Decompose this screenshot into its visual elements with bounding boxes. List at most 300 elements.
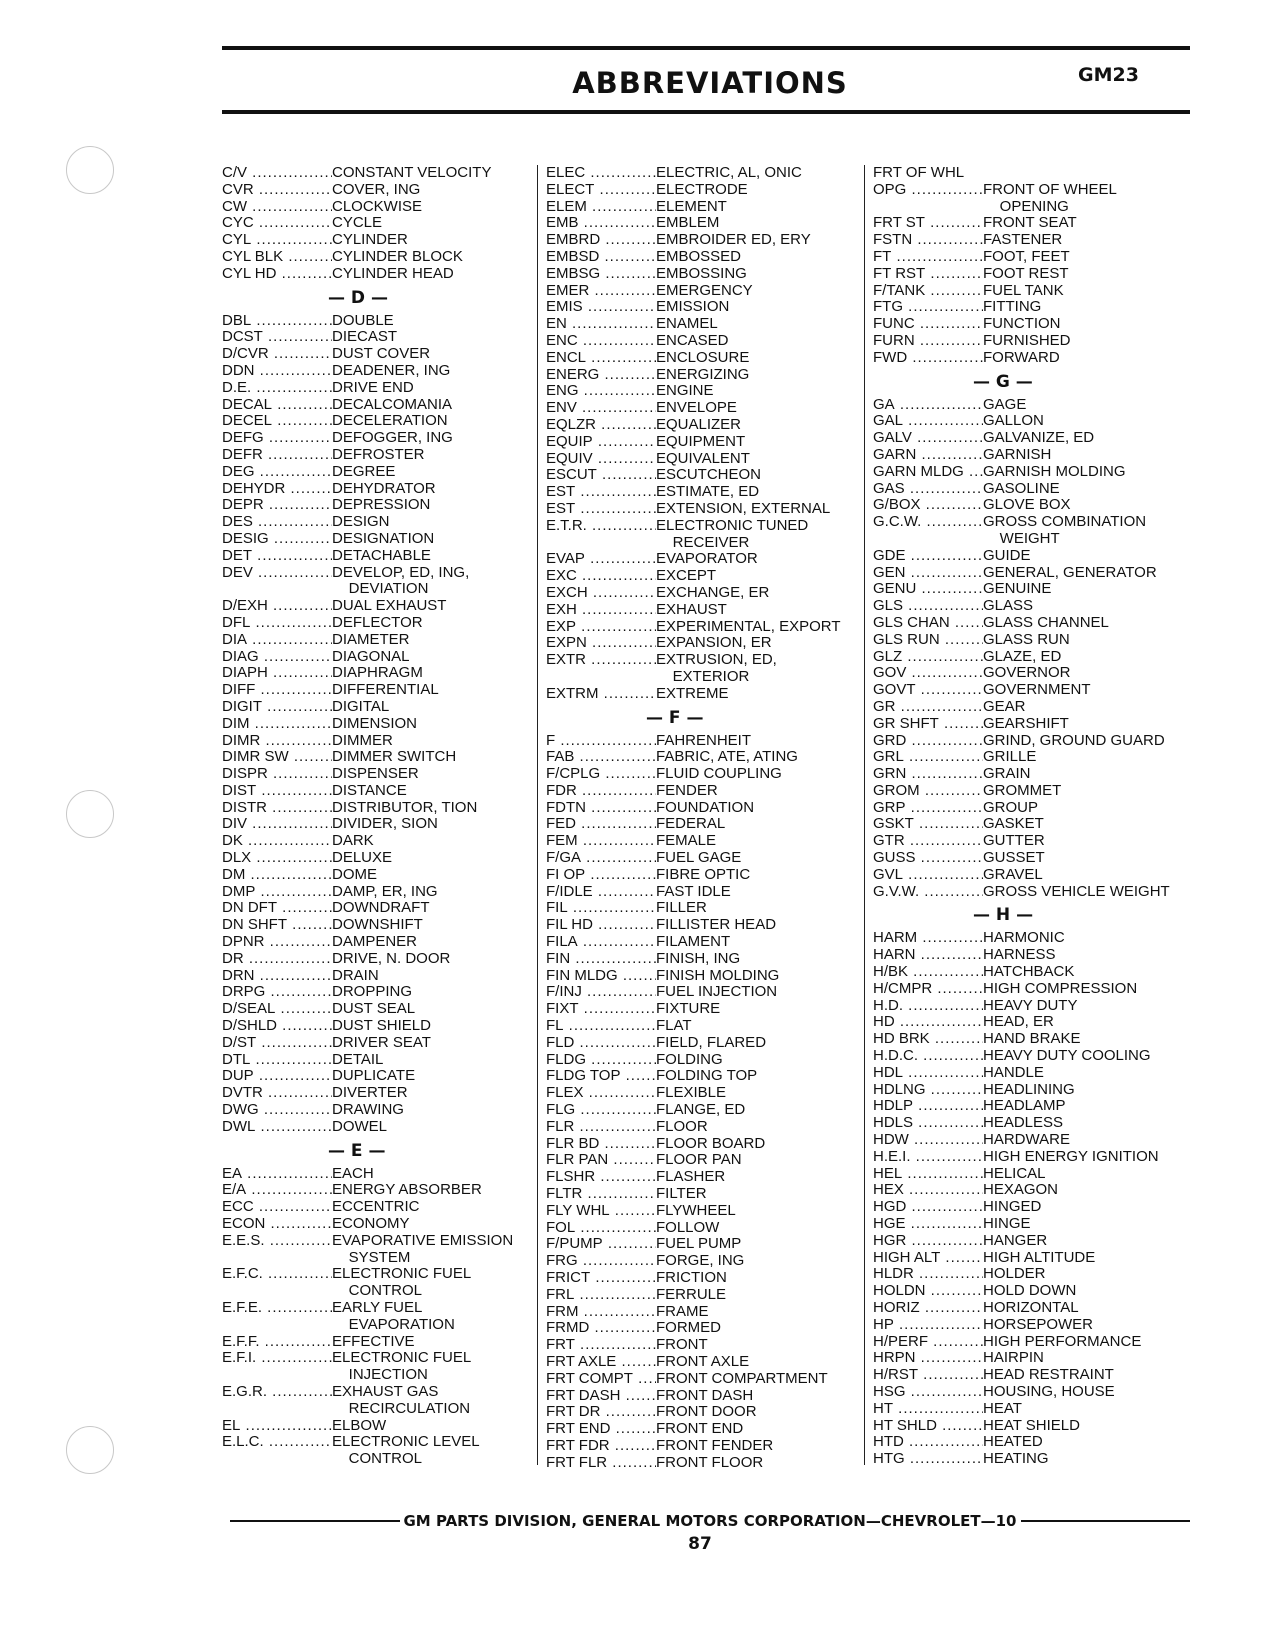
abbreviation: E.F.E. .....	[222, 1300, 332, 1317]
definition: EMBROIDER ED, ERY	[656, 231, 811, 249]
abbreviation: DIV .....	[222, 816, 332, 833]
definition: DISTRIBUTOR, TION	[332, 798, 478, 816]
abbreviation-entry	[222, 215, 522, 232]
abbreviation-entry	[222, 1250, 522, 1267]
abbreviation-entry	[222, 766, 522, 783]
abbreviation-entry	[222, 968, 522, 985]
abbreviation: EA .....	[222, 1166, 332, 1183]
abbreviation: DES .....	[222, 514, 332, 531]
abbreviation: EMBRD .....	[546, 232, 656, 249]
abbreviation: FI OP .....	[546, 867, 656, 884]
abbreviation: CVR .....	[222, 182, 332, 199]
abbreviation-entry	[873, 649, 1193, 666]
abbreviation-entry	[222, 581, 522, 598]
abbreviation	[222, 581, 332, 598]
abbreviation: DR .....	[222, 951, 332, 968]
abbreviation: ECC .....	[222, 1199, 332, 1216]
abbreviation: F .....	[546, 733, 656, 750]
abbreviation-entry	[546, 602, 866, 619]
abbreviation-entry	[873, 1065, 1193, 1082]
abbreviation-entry	[222, 632, 522, 649]
abbreviation: FRT DASH .....	[546, 1388, 656, 1405]
abbreviation: GR SHFT .....	[873, 716, 983, 733]
abbreviation: FRG .....	[546, 1253, 656, 1270]
footer-rule-left	[230, 1520, 400, 1522]
definition: HIGH PERFORMANCE	[983, 1332, 1142, 1350]
abbreviation-entry	[222, 1418, 522, 1435]
definition: FURNISHED	[983, 331, 1071, 349]
abbreviation: HGR .....	[873, 1233, 983, 1250]
definition: FRONT OF WHEEL	[983, 180, 1117, 198]
definition: GUIDE	[983, 546, 1031, 564]
abbreviation: G/BOX .....	[873, 497, 983, 514]
abbreviation: FLDG TOP .....	[546, 1068, 656, 1085]
abbreviation: HGE .....	[873, 1216, 983, 1233]
definition: FUNCTION	[983, 315, 1061, 333]
abbreviation-entry	[873, 1300, 1193, 1317]
abbreviation: GR .....	[873, 699, 983, 716]
abbreviation-entry	[546, 1018, 866, 1035]
abbreviation-entry	[546, 165, 866, 182]
definition: DIFFERENTIAL	[332, 681, 439, 699]
definition: DOWNDRAFT	[332, 899, 430, 917]
page-number: 87	[688, 1534, 712, 1554]
definition: HEADLINING	[983, 1080, 1075, 1098]
definition: FAHRENHEIT	[656, 731, 752, 749]
abbreviation-entry	[222, 934, 522, 951]
abbreviation-entry	[546, 1320, 866, 1337]
abbreviation-entry	[546, 1203, 866, 1220]
abbreviation-entry	[546, 451, 866, 468]
abbreviation: E.E.S. .....	[222, 1233, 332, 1250]
definition: FERRULE	[656, 1285, 727, 1303]
abbreviation-entry	[222, 783, 522, 800]
abbreviation	[873, 531, 983, 548]
abbreviation-entry	[873, 930, 1193, 947]
abbreviation: FLR BD .....	[546, 1136, 656, 1153]
definition: DUST SHIELD	[332, 1017, 431, 1035]
abbreviation-entry	[546, 467, 866, 484]
definition: ENCASED	[656, 331, 729, 349]
abbreviation: HGD .....	[873, 1199, 983, 1216]
abbreviation-entry	[222, 1367, 522, 1384]
definition: FOLDING	[656, 1050, 723, 1068]
abbreviation-entry	[873, 598, 1193, 615]
abbreviation-entry	[873, 316, 1193, 333]
definition: CYLINDER BLOCK	[332, 247, 463, 265]
definition: EXHAUST	[656, 600, 727, 618]
abbreviation-entry	[873, 615, 1193, 632]
abbreviation: HARN .....	[873, 947, 983, 964]
abbreviation: OPG .....	[873, 182, 983, 199]
abbreviation: F/TANK .....	[873, 283, 983, 300]
abbreviation-entry	[873, 333, 1193, 350]
definition: DOME	[332, 865, 377, 883]
abbreviation: DECEL .....	[222, 413, 332, 430]
definition: ELECTRODE	[656, 180, 748, 198]
definition: INJECTION	[332, 1366, 428, 1384]
abbreviation-entry	[873, 665, 1193, 682]
abbreviation: FIL HD .....	[546, 917, 656, 934]
abbreviation-entry	[546, 266, 866, 283]
definition: FIBRE OPTIC	[656, 865, 751, 883]
abbreviation: GLS .....	[873, 598, 983, 615]
section-letter-heading: — E —	[328, 1140, 386, 1161]
abbreviation-entry	[222, 447, 522, 464]
abbreviation: DIA .....	[222, 632, 332, 649]
abbreviation-entry	[873, 884, 1193, 901]
abbreviation: H.D.C. .....	[873, 1048, 983, 1065]
abbreviation: GLZ .....	[873, 649, 983, 666]
definition: FLOOR BOARD	[656, 1134, 766, 1152]
abbreviation-entry	[873, 1014, 1193, 1031]
abbreviation: H/RST .....	[873, 1367, 983, 1384]
abbreviation-entry	[546, 652, 866, 669]
binder-hole-top	[66, 146, 114, 194]
abbreviation: FRM .....	[546, 1304, 656, 1321]
definition: DIAMETER	[332, 630, 410, 648]
abbreviation: GRL .....	[873, 749, 983, 766]
definition: GALLON	[983, 412, 1044, 430]
abbreviation-entry	[222, 1283, 522, 1300]
definition: FOLDING TOP	[656, 1067, 758, 1085]
abbreviation-entry	[222, 1334, 522, 1351]
definition: DEGREE	[332, 462, 396, 480]
definition: SYSTEM	[332, 1248, 411, 1266]
abbreviation-entry	[222, 1350, 522, 1367]
definition: ENGINE	[656, 382, 714, 400]
abbreviation: EST .....	[546, 484, 656, 501]
abbreviation-entry	[546, 1354, 866, 1371]
abbreviation: F/IDLE .....	[546, 884, 656, 901]
abbreviation: D/EXH .....	[222, 598, 332, 615]
abbreviation-entry	[546, 968, 866, 985]
abbreviation: EMBSD .....	[546, 249, 656, 266]
abbreviation-entry	[222, 649, 522, 666]
abbreviation-entry	[546, 215, 866, 232]
abbreviation-entry	[222, 1035, 522, 1052]
abbreviation-entry	[222, 199, 522, 216]
abbreviation: E.F.C. .....	[222, 1266, 332, 1283]
abbreviation-entry	[222, 733, 522, 750]
abbreviation: ELEC .....	[546, 165, 656, 182]
abbreviation: DMP .....	[222, 884, 332, 901]
definition: GLASS RUN	[983, 630, 1070, 648]
abbreviation-entry	[873, 716, 1193, 733]
abbreviation-entry	[873, 1216, 1193, 1233]
definition: HEAVY DUTY	[983, 996, 1078, 1014]
abbreviation-entry	[873, 998, 1193, 1015]
definition: GLAZE, ED	[983, 647, 1062, 665]
definition: HEAT	[983, 1399, 1022, 1417]
abbreviation: FUNC .....	[873, 316, 983, 333]
definition: ESCUTCHEON	[656, 466, 762, 484]
abbreviation-entry	[546, 1337, 866, 1354]
abbreviation: E/A .....	[222, 1182, 332, 1199]
definition: HANDLE	[983, 1063, 1044, 1081]
definition: HAND BRAKE	[983, 1030, 1081, 1048]
definition: FORWARD	[983, 348, 1060, 366]
abbreviation: H/BK .....	[873, 964, 983, 981]
abbreviation: FDR .....	[546, 783, 656, 800]
abbreviation: EXH .....	[546, 602, 656, 619]
abbreviation-entry	[222, 699, 522, 716]
abbreviation-entry	[873, 749, 1193, 766]
definition: DARK	[332, 832, 374, 850]
abbreviation-entry	[546, 833, 866, 850]
abbreviation: DWG .....	[222, 1102, 332, 1119]
definition: COVER, ING	[332, 180, 421, 198]
abbreviation-entry	[873, 733, 1193, 750]
definition: GLASS CHANNEL	[983, 613, 1109, 631]
abbreviation-entry	[546, 917, 866, 934]
abbreviation: GAS .....	[873, 481, 983, 498]
abbreviation: DFL .....	[222, 615, 332, 632]
definition: HARDWARE	[983, 1131, 1070, 1149]
definition: HEAT SHIELD	[983, 1416, 1080, 1434]
definition: GRAVEL	[983, 865, 1043, 883]
definition: EXCEPT	[656, 567, 717, 585]
abbreviation-entry	[546, 383, 866, 400]
definition: CYLINDER	[332, 231, 408, 249]
abbreviation: DEG .....	[222, 464, 332, 481]
abbreviation: D/CVR .....	[222, 346, 332, 363]
page-title: ABBREVIATIONS	[572, 66, 848, 100]
definition: FRONT DASH	[656, 1386, 754, 1404]
definition: FOOT REST	[983, 264, 1069, 282]
definition: EACH	[332, 1164, 374, 1182]
definition: DIVIDER, SION	[332, 815, 438, 833]
abbreviation-entry	[546, 816, 866, 833]
abbreviation-entry	[546, 1152, 866, 1169]
abbreviation: DPNR .....	[222, 934, 332, 951]
definition: DIMENSION	[332, 714, 418, 732]
abbreviation-entry	[222, 266, 522, 283]
definition: DEVELOP, ED, ING,	[332, 563, 470, 581]
abbreviation: EMER .....	[546, 283, 656, 300]
definition: DAMPENER	[332, 933, 418, 951]
abbreviation-entry	[873, 182, 1193, 199]
abbreviation-entry	[546, 1068, 866, 1085]
abbreviation: DM .....	[222, 867, 332, 884]
abbreviation-entry	[873, 947, 1193, 964]
definition: HATCHBACK	[983, 963, 1075, 981]
abbreviation: FL .....	[546, 1018, 656, 1035]
abbreviation: FRT FDR .....	[546, 1438, 656, 1455]
definition: HARMONIC	[983, 929, 1065, 947]
abbreviation-entry	[222, 548, 522, 565]
definition: HOLDER	[983, 1265, 1046, 1283]
abbreviation-entry	[873, 833, 1193, 850]
definition: FILAMENT	[656, 933, 731, 951]
abbreviation-entry	[546, 686, 866, 703]
abbreviation-entry	[873, 1166, 1193, 1183]
abbreviation: FLR .....	[546, 1119, 656, 1136]
definition: DEFROSTER	[332, 445, 425, 463]
abbreviation: ELECT .....	[546, 182, 656, 199]
header-bottom-rule	[222, 110, 1190, 114]
definition: EVAPORATIVE EMISSION	[332, 1231, 514, 1249]
abbreviation: GUSS .....	[873, 850, 983, 867]
abbreviation: DCST .....	[222, 329, 332, 346]
abbreviation-entry	[222, 1119, 522, 1136]
abbreviation-entry	[873, 514, 1193, 531]
definition: FRAME	[656, 1302, 709, 1320]
abbreviation-entry	[546, 635, 866, 652]
definition: DIGITAL	[332, 697, 390, 715]
definition: HEATED	[983, 1433, 1043, 1451]
abbreviation-entry	[546, 1119, 866, 1136]
abbreviation-entry	[546, 850, 866, 867]
abbreviation-entry	[546, 283, 866, 300]
abbreviation: GRD .....	[873, 733, 983, 750]
column-divider-1	[537, 165, 538, 1465]
definition: FILLISTER HEAD	[656, 916, 777, 934]
abbreviation	[546, 669, 656, 686]
abbreviation-entry	[873, 1418, 1193, 1435]
abbreviation-entry	[546, 984, 866, 1001]
abbreviation-entry	[546, 951, 866, 968]
abbreviation: EQUIV .....	[546, 451, 656, 468]
abbreviation: E.T.R. .....	[546, 518, 656, 535]
abbreviation-entry	[873, 581, 1193, 598]
definition: GOVERNOR	[983, 664, 1071, 682]
abbreviation-entry	[873, 1199, 1193, 1216]
abbreviation	[222, 1451, 332, 1468]
abbreviation: EMBSG .....	[546, 266, 656, 283]
definition: FORMED	[656, 1319, 721, 1337]
definition: DIECAST	[332, 328, 398, 346]
definition: RECEIVER	[656, 533, 750, 551]
abbreviation: D/SEAL .....	[222, 1001, 332, 1018]
abbreviation-entry	[873, 632, 1193, 649]
abbreviation: DEHYDR .....	[222, 481, 332, 498]
definition: DROPPING	[332, 983, 413, 1001]
abbreviation-entry	[873, 1149, 1193, 1166]
abbreviation: EXTRM .....	[546, 686, 656, 703]
definition: GEAR	[983, 697, 1026, 715]
definition: ENCLOSURE	[656, 348, 750, 366]
abbreviation-entry	[546, 669, 866, 686]
abbreviation	[222, 1250, 332, 1267]
abbreviation-entry	[546, 585, 866, 602]
definition: DEHYDRATOR	[332, 479, 436, 497]
definition: HELICAL	[983, 1164, 1046, 1182]
abbreviation-entry	[222, 682, 522, 699]
definition: FUEL INJECTION	[656, 983, 778, 1001]
abbreviation-entry	[546, 501, 866, 518]
abbreviation-entry	[873, 1182, 1193, 1199]
abbreviation-entry	[546, 619, 866, 636]
abbreviation-entry	[873, 699, 1193, 716]
abbreviation: C/V .....	[222, 165, 332, 182]
definition: FINISH, ING	[656, 949, 741, 967]
definition: RECIRCULATION	[332, 1399, 471, 1417]
definition: CONTROL	[332, 1450, 423, 1468]
abbreviation-entry	[873, 1132, 1193, 1149]
abbreviation: DUP .....	[222, 1068, 332, 1085]
definition: FEMALE	[656, 832, 717, 850]
definition: EXTRUSION, ED,	[656, 651, 777, 669]
definition: ECONOMY	[332, 1215, 410, 1233]
abbreviation-entry	[546, 733, 866, 750]
abbreviation: DIST .....	[222, 783, 332, 800]
abbreviation: FT .....	[873, 249, 983, 266]
abbreviation-entry	[546, 434, 866, 451]
definition: GROUP	[983, 798, 1039, 816]
definition: EVAPORATOR	[656, 550, 758, 568]
abbreviation-entry	[222, 380, 522, 397]
abbreviation-entry	[873, 464, 1193, 481]
abbreviation: DIAPH .....	[222, 665, 332, 682]
abbreviation: GAL .....	[873, 413, 983, 430]
abbreviation: DEFR .....	[222, 447, 332, 464]
abbreviation: DN DFT .....	[222, 900, 332, 917]
abbreviation: GOV .....	[873, 665, 983, 682]
abbreviation-entry	[546, 350, 866, 367]
abbreviation-entry	[546, 333, 866, 350]
abbreviation-entry	[873, 1334, 1193, 1351]
abbreviation-entry	[873, 1031, 1193, 1048]
abbreviation: DRPG .....	[222, 984, 332, 1001]
definition: GUTTER	[983, 832, 1045, 850]
abbreviation	[546, 535, 656, 552]
definition: GAGE	[983, 395, 1027, 413]
abbreviation-entry	[873, 430, 1193, 447]
abbreviation: FLD .....	[546, 1035, 656, 1052]
abbreviation-entry	[546, 1102, 866, 1119]
abbreviation-entry	[546, 1270, 866, 1287]
definition: EMERGENCY	[656, 281, 753, 299]
abbreviation: CYC .....	[222, 215, 332, 232]
abbreviation: FLTR .....	[546, 1186, 656, 1203]
definition: HEATING	[983, 1450, 1049, 1468]
abbreviation: HORIZ .....	[873, 1300, 983, 1317]
abbreviation-entry	[222, 1085, 522, 1102]
abbreviation-entry	[546, 1085, 866, 1102]
definition: FOLLOW	[656, 1218, 720, 1236]
abbreviation-entry	[546, 568, 866, 585]
abbreviation-entry	[873, 867, 1193, 884]
definition: GUSSET	[983, 849, 1045, 867]
abbreviation-entry	[546, 1169, 866, 1186]
abbreviation: GOVT .....	[873, 682, 983, 699]
definition: DEFOGGER, ING	[332, 429, 453, 447]
definition: DUST SEAL	[332, 1000, 416, 1018]
abbreviation-entry	[222, 514, 522, 531]
definition: GLASS	[983, 597, 1034, 615]
definition: GRILLE	[983, 748, 1037, 766]
abbreviation-entry	[222, 413, 522, 430]
definition: FRONT FENDER	[656, 1436, 774, 1454]
definition: DRAIN	[332, 966, 379, 984]
definition: HORIZONTAL	[983, 1299, 1079, 1316]
definition: FLOOR	[656, 1117, 708, 1135]
abbreviation: EQUIP .....	[546, 434, 656, 451]
abbreviation: D/SHLD .....	[222, 1018, 332, 1035]
definition: CLOCKWISE	[332, 197, 423, 215]
definition: EMISSION	[656, 298, 730, 316]
header-top-rule	[222, 46, 1190, 50]
definition: FIXTURE	[656, 1000, 721, 1018]
abbreviation-entry	[546, 1253, 866, 1270]
abbreviation: EXC .....	[546, 568, 656, 585]
abbreviation: FDTN .....	[546, 800, 656, 817]
definition: DELUXE	[332, 849, 393, 867]
definition: FRONT END	[656, 1420, 744, 1438]
definition: EMBOSSING	[656, 264, 747, 282]
abbreviation-entry	[546, 1052, 866, 1069]
